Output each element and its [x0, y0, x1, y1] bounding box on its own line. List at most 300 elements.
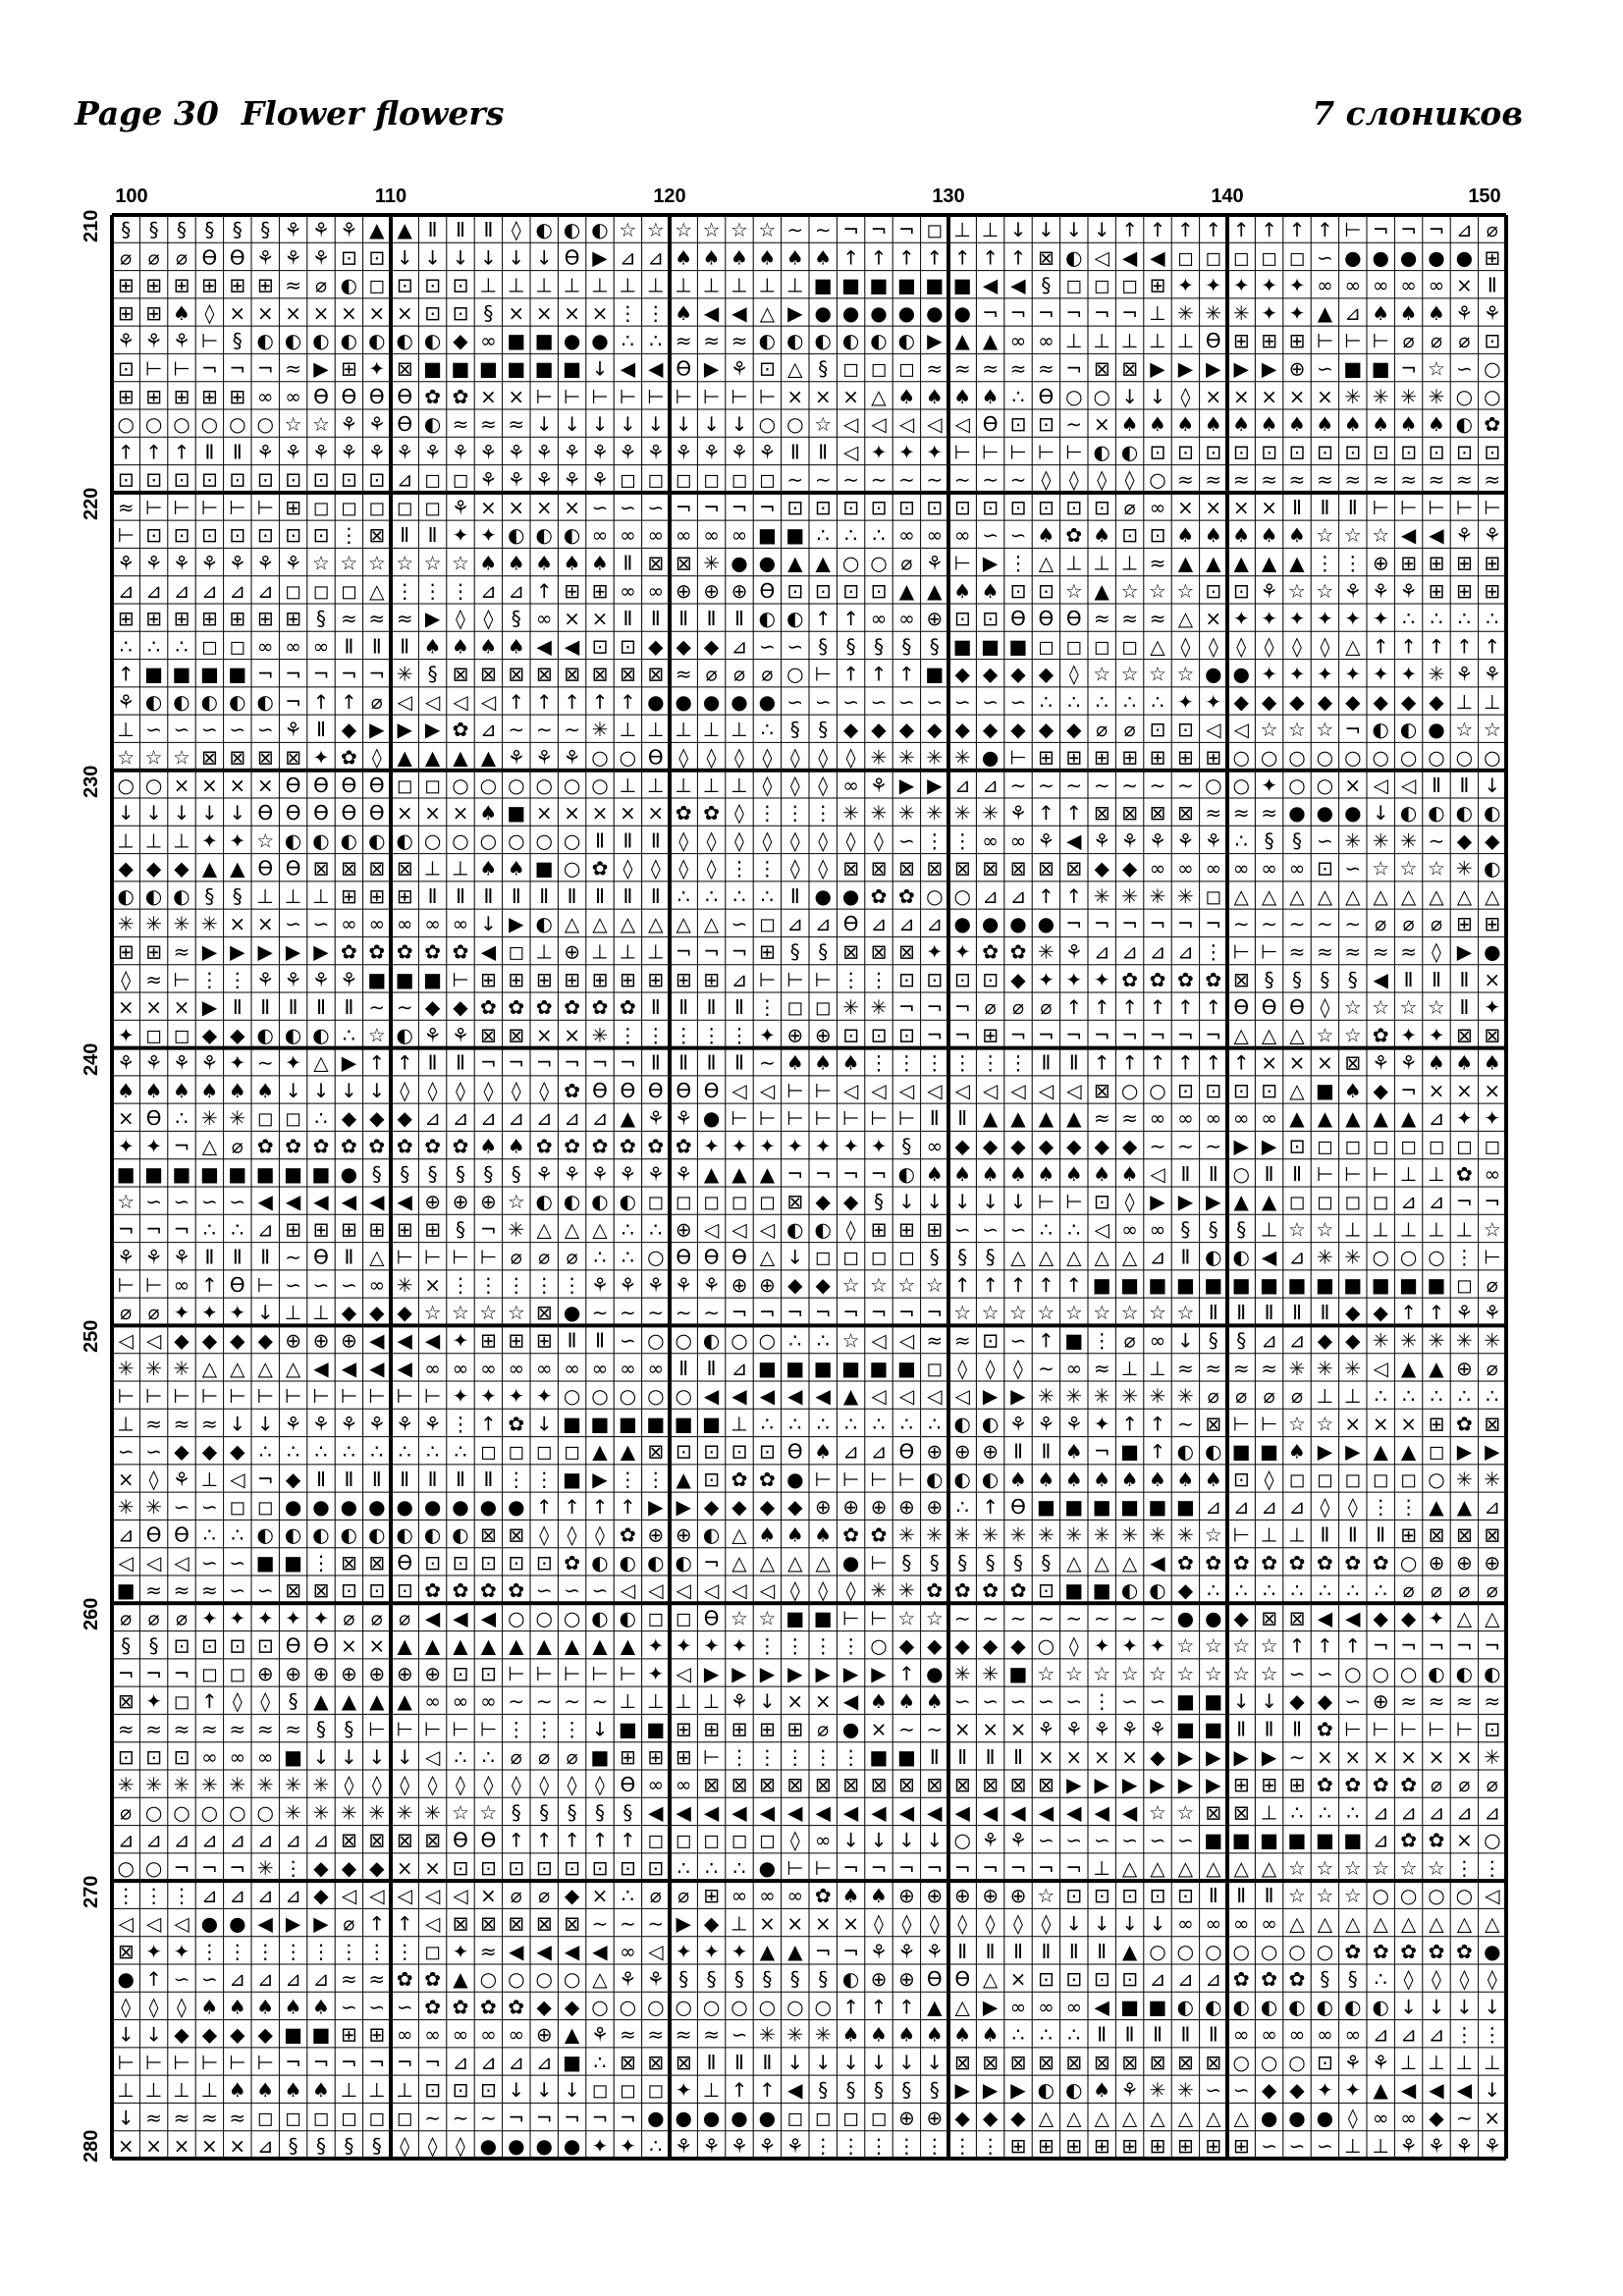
svg-text:■: ■	[1008, 634, 1028, 659]
svg-text:⌀: ⌀	[231, 1134, 243, 1158]
svg-text:✳: ✳	[953, 1661, 971, 1685]
svg-text:⋮: ⋮	[618, 1467, 638, 1491]
svg-text:Ɵ: Ɵ	[786, 1439, 803, 1464]
svg-text:⊞: ⊞	[982, 1023, 999, 1047]
svg-text:⊠: ⊠	[1232, 967, 1250, 991]
svg-text:∼: ∼	[1038, 773, 1055, 797]
svg-text:☆: ☆	[452, 1800, 469, 1825]
svg-text:∴: ∴	[1402, 607, 1415, 631]
svg-text:⚘: ⚘	[173, 551, 190, 575]
svg-text:⊕: ⊕	[870, 1495, 888, 1520]
svg-text:✿: ✿	[1121, 967, 1138, 991]
svg-text:◆: ◆	[201, 1328, 218, 1353]
svg-text:◆: ◆	[313, 1884, 329, 1908]
svg-text:∽: ∽	[173, 1967, 190, 1992]
svg-text:♠: ♠	[1037, 1161, 1055, 1186]
svg-text:♠: ♠	[785, 1050, 804, 1075]
svg-text:◀: ◀	[397, 1190, 412, 1214]
svg-text:◐: ◐	[173, 883, 190, 908]
svg-text:⊡: ⊡	[814, 578, 832, 603]
svg-text:▶: ▶	[1206, 1773, 1221, 1797]
svg-text:Ɵ: Ɵ	[676, 356, 692, 381]
svg-text:∞: ∞	[1205, 1106, 1222, 1131]
svg-text:Ɵ: Ɵ	[341, 773, 357, 797]
svg-text:♠: ♠	[897, 1689, 916, 1714]
svg-text:■: ■	[395, 967, 414, 991]
svg-text:◆: ◆	[1373, 1606, 1388, 1630]
svg-text:↑: ↑	[396, 1050, 413, 1075]
svg-text:∞: ∞	[424, 1689, 441, 1714]
svg-text:●: ●	[841, 1550, 860, 1575]
svg-text:◊: ◊	[232, 1689, 243, 1714]
svg-text:Ɵ: Ɵ	[229, 245, 245, 270]
svg-text:✳: ✳	[1009, 1522, 1027, 1547]
svg-text:●: ●	[1344, 245, 1362, 270]
svg-text:⊢: ⊢	[1344, 1717, 1362, 1741]
svg-text:Ⅱ: Ⅱ	[1264, 1161, 1274, 1186]
svg-text:⊢: ⊢	[173, 1384, 190, 1409]
svg-text:∴: ∴	[593, 2050, 607, 2074]
svg-text:≈: ≈	[1093, 1106, 1110, 1131]
svg-text:⊢: ⊢	[200, 2050, 219, 2074]
svg-text:◁: ◁	[1150, 1161, 1165, 1186]
svg-text:⊢: ⊢	[1065, 440, 1083, 464]
svg-text:↓: ↓	[730, 412, 748, 437]
svg-text:Ⅱ: Ⅱ	[456, 1467, 465, 1491]
svg-text:≈: ≈	[1484, 467, 1501, 492]
svg-text:■: ■	[1092, 1495, 1111, 1520]
svg-text:¬: ¬	[368, 2050, 386, 2074]
svg-text:∽: ∽	[1344, 856, 1362, 881]
svg-text:∞: ∞	[256, 1744, 274, 1769]
svg-text:✿: ✿	[396, 1134, 413, 1158]
svg-text:⚘: ⚘	[675, 440, 693, 464]
svg-text:✳: ✳	[1372, 1328, 1389, 1353]
svg-text:∴: ∴	[147, 634, 160, 659]
svg-text:§: §	[929, 1245, 940, 1269]
svg-text:⊕: ⊕	[898, 1884, 915, 1908]
svg-text:⊡: ⊡	[982, 607, 999, 631]
svg-text:⌀: ⌀	[147, 245, 160, 270]
svg-text:⊕: ⊕	[982, 1884, 999, 1908]
svg-text:Ⅱ: Ⅱ	[427, 523, 438, 548]
svg-text:⊕: ⊕	[1372, 551, 1389, 575]
svg-text:◻: ◻	[647, 1606, 665, 1630]
svg-text:⊠: ⊠	[368, 856, 386, 881]
svg-text:◊: ◊	[874, 1911, 884, 1936]
svg-text:◊: ◊	[483, 607, 494, 631]
svg-text:Ⅱ: Ⅱ	[595, 1328, 605, 1353]
svg-text:△: △	[871, 384, 887, 408]
svg-text:⊠: ⊠	[229, 745, 246, 770]
svg-text:×: ×	[424, 1855, 441, 1880]
svg-text:¬: ¬	[703, 1550, 720, 1575]
svg-text:▲: ▲	[1038, 1106, 1055, 1131]
svg-text:○: ○	[1399, 745, 1418, 770]
svg-text:◆: ◆	[564, 1884, 580, 1908]
svg-text:§: §	[762, 1967, 773, 1992]
svg-text:Ɵ: Ɵ	[285, 801, 301, 826]
svg-text:×: ×	[508, 384, 525, 408]
svg-text:Ⅱ: Ⅱ	[1320, 1301, 1330, 1325]
svg-text:§: §	[371, 2133, 382, 2158]
svg-text:△: △	[1121, 1245, 1138, 1269]
svg-text:⊠: ⊠	[368, 1828, 386, 1852]
svg-text:◐: ◐	[340, 1522, 358, 1547]
svg-text:⚘: ⚘	[1204, 828, 1222, 853]
svg-text:⊡: ⊡	[786, 578, 804, 603]
svg-text:≈: ≈	[201, 1717, 218, 1741]
svg-text:■: ■	[1371, 1272, 1390, 1297]
svg-text:○: ○	[173, 1800, 190, 1825]
svg-text:Ⅱ: Ⅱ	[232, 1245, 243, 1269]
svg-text:∽: ∽	[173, 1495, 190, 1520]
svg-text:♠: ♠	[507, 551, 525, 575]
svg-text:✦: ✦	[1177, 273, 1194, 297]
svg-text:↓: ↓	[256, 1301, 274, 1325]
svg-text:♠: ♠	[228, 2078, 246, 2103]
svg-text:⊡: ⊡	[424, 300, 441, 325]
svg-text:♠: ♠	[925, 1689, 944, 1714]
svg-text:●: ●	[1205, 1606, 1222, 1630]
svg-text:○: ○	[1232, 745, 1250, 770]
svg-text:∽: ∽	[341, 1272, 357, 1297]
svg-text:¬: ¬	[285, 662, 301, 686]
svg-text:▶: ▶	[815, 1661, 831, 1685]
svg-text:∞: ∞	[285, 634, 301, 659]
svg-text:▶: ▶	[703, 356, 720, 381]
svg-text:▲: ▲	[1429, 1495, 1444, 1520]
svg-text:✿: ✿	[591, 995, 609, 1020]
svg-text:⊥: ⊥	[675, 773, 692, 797]
svg-text:↑: ↑	[982, 1495, 999, 1520]
svg-text:✦: ✦	[842, 1134, 859, 1158]
svg-text:⋮: ⋮	[227, 1939, 247, 1963]
svg-text:¬: ¬	[173, 1134, 190, 1158]
svg-text:◻: ◻	[1317, 1467, 1333, 1491]
svg-text:∼: ∼	[452, 2106, 469, 2130]
svg-text:✦: ✦	[1065, 967, 1083, 991]
svg-text:×: ×	[312, 300, 330, 325]
svg-text:◻: ◻	[759, 1828, 776, 1852]
svg-text:⊠: ⊠	[1038, 856, 1055, 881]
svg-text:■: ■	[563, 356, 582, 381]
svg-text:Ⅱ: Ⅱ	[1124, 2022, 1135, 2047]
svg-text:∴: ∴	[761, 883, 774, 908]
svg-text:¬: ¬	[1065, 300, 1083, 325]
svg-text:◆: ◆	[1456, 828, 1473, 853]
svg-text:⊡: ⊡	[703, 1439, 720, 1464]
svg-text:▶: ▶	[257, 939, 273, 964]
svg-text:∼: ∼	[1065, 1606, 1083, 1630]
svg-text:⊠: ⊠	[396, 856, 413, 881]
svg-text:◀: ◀	[703, 1800, 720, 1825]
svg-text:∴: ∴	[872, 523, 886, 548]
svg-text:⊢: ⊢	[173, 495, 190, 519]
svg-text:≈: ≈	[173, 2106, 190, 2130]
svg-text:¬: ¬	[1400, 218, 1417, 242]
svg-text:↑: ↑	[117, 662, 135, 686]
svg-text:○: ○	[1065, 384, 1083, 408]
svg-text:◐: ◐	[1260, 1995, 1278, 2019]
svg-text:⊕: ⊕	[1484, 1550, 1501, 1575]
svg-text:↓: ↓	[535, 1412, 553, 1436]
svg-text:▲: ▲	[1373, 1439, 1388, 1464]
svg-text:△: △	[1289, 883, 1305, 908]
svg-text:⊥: ⊥	[730, 1412, 748, 1436]
svg-text:⊠: ⊠	[953, 856, 971, 881]
svg-text:♠: ♠	[256, 1995, 275, 2019]
svg-text:⊢: ⊢	[1372, 329, 1389, 353]
svg-text:×: ×	[1121, 1744, 1138, 1769]
svg-text:✳: ✳	[145, 1495, 162, 1520]
svg-text:◻: ◻	[647, 467, 665, 492]
svg-text:✿: ✿	[424, 384, 441, 408]
svg-text:◊: ◊	[1320, 995, 1330, 1020]
svg-text:♠: ♠	[785, 245, 804, 270]
svg-text:≈: ≈	[145, 2106, 162, 2130]
svg-text:▶: ▶	[1094, 1773, 1109, 1797]
svg-text:∴: ∴	[370, 1439, 384, 1464]
svg-text:§: §	[734, 1967, 744, 1992]
svg-text:§: §	[483, 1161, 494, 1186]
svg-text:⌀: ⌀	[120, 1800, 133, 1825]
svg-text:▲: ▲	[982, 1106, 999, 1131]
svg-text:∴: ∴	[676, 1855, 690, 1880]
svg-text:▲: ▲	[620, 1106, 636, 1131]
svg-text:◐: ◐	[256, 689, 274, 714]
svg-text:♠: ♠	[1343, 412, 1362, 437]
svg-text:◻: ◻	[229, 1495, 246, 1520]
svg-text:◻: ◻	[786, 2106, 804, 2130]
svg-text:⊞: ⊞	[675, 1744, 692, 1769]
svg-text:■: ■	[534, 329, 554, 353]
svg-text:⊞: ⊞	[620, 967, 636, 991]
svg-text:×: ×	[201, 773, 218, 797]
svg-text:∴: ∴	[928, 1412, 942, 1436]
svg-text:♠: ♠	[1288, 523, 1306, 548]
svg-text:▶: ▶	[1150, 1190, 1165, 1214]
svg-text:∽: ∽	[1065, 1828, 1083, 1852]
svg-text:⊿: ⊿	[508, 1106, 525, 1131]
svg-text:▶: ▶	[1261, 1134, 1277, 1158]
svg-text:×: ×	[1484, 1078, 1501, 1102]
svg-text:∽: ∽	[535, 1578, 553, 1603]
svg-text:⊿: ⊿	[201, 578, 218, 603]
svg-text:■: ■	[451, 356, 470, 381]
svg-text:∴: ∴	[1234, 1578, 1248, 1603]
svg-text:×: ×	[480, 495, 497, 519]
svg-text:⊢: ⊢	[870, 1606, 888, 1630]
svg-text:✿: ✿	[452, 1134, 469, 1158]
svg-text:◀: ◀	[731, 1384, 747, 1409]
svg-text:∴: ∴	[1319, 1578, 1331, 1603]
svg-text:Ⅱ: Ⅱ	[1068, 1050, 1079, 1075]
svg-text:■: ■	[646, 1412, 666, 1436]
svg-text:⋮: ⋮	[339, 1939, 359, 1963]
svg-text:⊥: ⊥	[200, 2078, 219, 2103]
svg-text:✿: ✿	[1009, 1578, 1027, 1603]
svg-text:✿: ✿	[1428, 1939, 1445, 1963]
svg-text:●: ●	[284, 1495, 302, 1520]
svg-text:◀: ◀	[982, 273, 999, 297]
svg-text:♠: ♠	[1428, 412, 1445, 437]
svg-text:¬: ¬	[926, 1301, 944, 1325]
svg-text:○: ○	[870, 551, 888, 575]
svg-text:◊: ◊	[177, 1995, 187, 2019]
svg-text:◻: ◻	[675, 467, 692, 492]
svg-text:◆: ◆	[1094, 856, 1109, 881]
svg-text:×: ×	[1288, 1050, 1306, 1075]
svg-text:✿: ✿	[424, 1967, 441, 1992]
svg-text:⊠: ⊠	[1177, 801, 1194, 826]
svg-text:♠: ♠	[1288, 1439, 1306, 1464]
svg-text:◀: ◀	[1010, 1800, 1026, 1825]
svg-text:↓: ↓	[926, 2050, 944, 2074]
svg-text:✿: ✿	[535, 995, 553, 1020]
svg-text:◐: ◐	[1399, 718, 1418, 742]
svg-text:↓: ↓	[1456, 1995, 1473, 2019]
svg-text:◆: ◆	[174, 1439, 189, 1464]
svg-text:⊞: ⊞	[117, 300, 135, 325]
svg-text:◊: ◊	[985, 1911, 996, 1936]
svg-text:⊥: ⊥	[1372, 2133, 1389, 2158]
svg-text:●: ●	[312, 1495, 330, 1520]
svg-text:∴: ∴	[1123, 689, 1136, 714]
svg-text:∴: ∴	[1011, 2022, 1025, 2047]
svg-text:☆: ☆	[1343, 1023, 1362, 1047]
svg-text:■: ■	[590, 1412, 610, 1436]
svg-text:Ⅱ: Ⅱ	[1320, 1522, 1330, 1547]
svg-text:↑: ↑	[842, 245, 859, 270]
svg-text:⊠: ⊠	[647, 551, 665, 575]
svg-text:✦: ✦	[1400, 662, 1417, 686]
svg-text:◀: ◀	[480, 939, 497, 964]
svg-text:○: ○	[1288, 773, 1306, 797]
svg-text:◊: ◊	[1068, 1633, 1079, 1658]
svg-text:⊠: ⊠	[1065, 2050, 1083, 2074]
svg-text:⊥: ⊥	[1120, 329, 1139, 353]
svg-text:Ⅱ: Ⅱ	[427, 1050, 438, 1075]
svg-text:⊥: ⊥	[1149, 1356, 1166, 1380]
svg-text:⊿: ⊿	[173, 1828, 190, 1852]
svg-text:⊕: ⊕	[285, 1661, 301, 1685]
svg-text:↑: ↑	[1065, 995, 1083, 1020]
svg-text:◊: ◊	[400, 1078, 410, 1102]
svg-text:◻: ◻	[786, 995, 804, 1020]
svg-text:¬: ¬	[145, 1217, 162, 1242]
svg-text:Ɵ: Ɵ	[397, 412, 413, 437]
svg-text:○: ○	[1149, 1939, 1166, 1963]
svg-text:⊞: ⊞	[1456, 578, 1473, 603]
svg-text:▶: ▶	[230, 939, 245, 964]
svg-text:⊢: ⊢	[1232, 1522, 1250, 1547]
svg-text:●: ●	[1316, 2106, 1334, 2130]
svg-text:◁: ◁	[424, 1744, 441, 1769]
svg-text:■: ■	[1036, 1495, 1055, 1520]
svg-text:↓: ↓	[759, 1689, 776, 1714]
svg-text:✳: ✳	[870, 801, 888, 826]
svg-text:○: ○	[1037, 1633, 1055, 1658]
svg-text:⊥: ⊥	[1428, 1161, 1445, 1186]
svg-text:◻: ◻	[703, 467, 720, 492]
svg-text:◆: ◆	[1345, 689, 1361, 714]
row-label: 240	[81, 1042, 102, 1076]
svg-text:▶: ▶	[341, 1050, 357, 1075]
svg-text:¬: ¬	[285, 689, 301, 714]
svg-text:Ɵ: Ɵ	[647, 1078, 664, 1102]
svg-text:∼: ∼	[591, 1301, 609, 1325]
svg-text:⋮: ⋮	[840, 967, 861, 991]
svg-text:◐: ◐	[284, 1023, 302, 1047]
svg-text:⋮: ⋮	[757, 801, 778, 826]
svg-text:◀: ◀	[313, 1190, 329, 1214]
svg-text:Ⅱ: Ⅱ	[1180, 1161, 1191, 1186]
svg-text:⚘: ⚘	[591, 440, 609, 464]
svg-text:◀: ◀	[1373, 967, 1388, 991]
svg-text:○: ○	[1288, 745, 1306, 770]
svg-text:⚘: ⚘	[1037, 1412, 1055, 1436]
svg-text:■: ■	[423, 356, 443, 381]
svg-text:◆: ◆	[1289, 689, 1305, 714]
svg-text:⊡: ⊡	[953, 967, 971, 991]
svg-text:⊢: ⊢	[1372, 1161, 1389, 1186]
svg-text:⚘: ⚘	[1037, 1717, 1055, 1741]
svg-text:⊢: ⊢	[535, 384, 553, 408]
svg-text:◐: ◐	[981, 1412, 1000, 1436]
svg-text:⊢: ⊢	[144, 495, 163, 519]
svg-text:∞: ∞	[173, 1272, 190, 1297]
svg-text:✳: ✳	[1428, 662, 1445, 686]
svg-text:⊕: ⊕	[424, 1661, 441, 1685]
svg-text:⊥: ⊥	[758, 273, 777, 297]
svg-text:♠: ♠	[535, 551, 554, 575]
svg-text:¬: ¬	[1428, 1633, 1445, 1658]
svg-text:◊: ◊	[539, 1773, 550, 1797]
svg-text:▶: ▶	[424, 607, 441, 631]
svg-text:◻: ◻	[730, 467, 748, 492]
svg-text:◁: ◁	[759, 1217, 776, 1242]
svg-text:✳: ✳	[786, 2022, 804, 2047]
svg-text:⋮: ⋮	[1092, 1689, 1112, 1714]
svg-text:Ɵ: Ɵ	[1038, 607, 1055, 631]
svg-text:○: ○	[1455, 1884, 1474, 1908]
svg-text:✿: ✿	[564, 1550, 580, 1575]
svg-text:⊡: ⊡	[173, 467, 190, 492]
svg-text:△: △	[1066, 1245, 1082, 1269]
svg-text:⊠: ⊠	[842, 856, 859, 881]
svg-text:⚘: ⚘	[1037, 828, 1055, 853]
svg-text:◻: ◻	[285, 1106, 301, 1131]
svg-text:≈: ≈	[620, 2022, 636, 2047]
svg-text:⚘: ⚘	[173, 1467, 190, 1491]
svg-text:⊢: ⊢	[1009, 440, 1027, 464]
svg-text:⊥: ⊥	[1288, 1522, 1306, 1547]
svg-text:✦: ✦	[312, 1606, 330, 1630]
svg-text:◆: ◆	[1429, 689, 1444, 714]
svg-text:≈: ≈	[1205, 467, 1222, 492]
svg-text:▶: ▶	[787, 300, 803, 325]
svg-text:○: ○	[786, 1995, 804, 2019]
svg-text:Ⅱ: Ⅱ	[427, 1467, 438, 1491]
svg-text:¬: ¬	[1484, 1190, 1501, 1214]
svg-text:▶: ▶	[871, 1661, 887, 1685]
svg-text:⊢: ⊢	[786, 1106, 804, 1131]
svg-text:¬: ¬	[173, 1855, 190, 1880]
svg-text:↓: ↓	[1121, 1911, 1138, 1936]
svg-text:⊞: ⊞	[1065, 2133, 1083, 2158]
svg-text:∼: ∼	[1456, 2106, 1473, 2130]
